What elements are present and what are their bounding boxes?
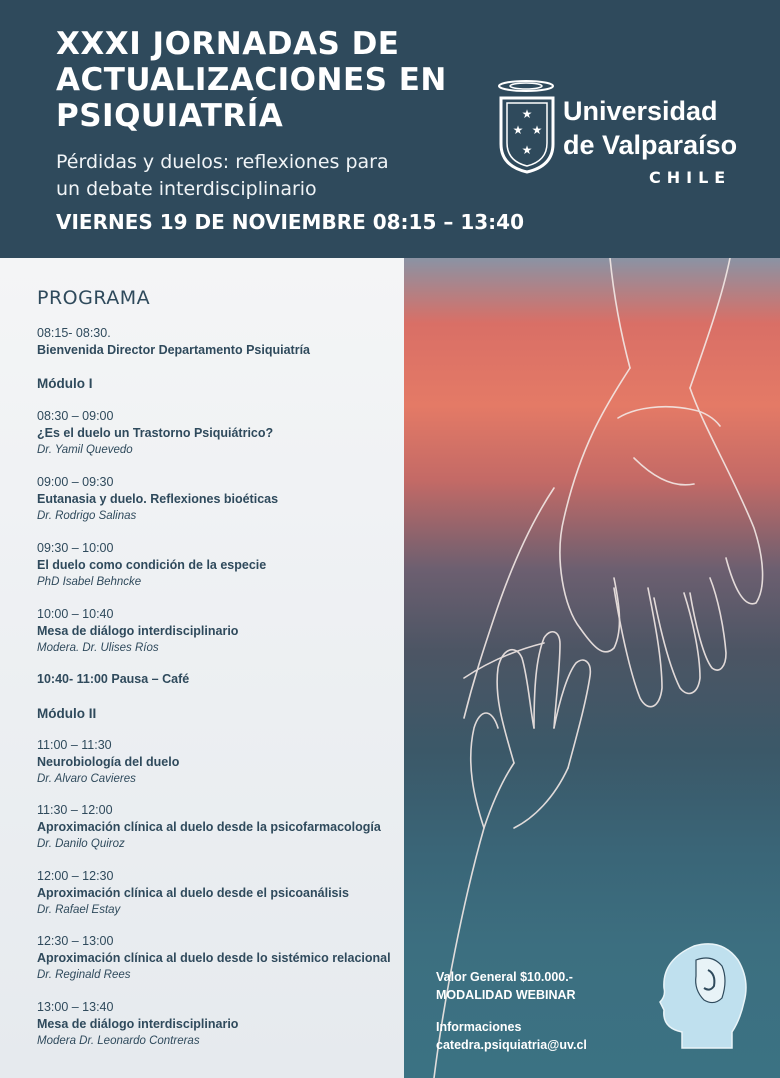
item-speaker: Modera. Dr. Ulises Ríos <box>37 642 159 654</box>
title-line: ACTUALIZACIONES EN <box>56 62 447 98</box>
title-line: PSIQUIATRÍA <box>56 98 284 134</box>
university-shield-icon <box>497 78 559 178</box>
item-speaker: Modera Dr. Leonardo Contreras <box>37 1035 200 1047</box>
program-item <box>37 408 273 459</box>
item-time: 08:30 – 09:00 <box>37 409 114 423</box>
program-item <box>37 540 266 591</box>
item-title: Bienvenida Director Departamento Psiquiatría <box>37 343 310 357</box>
item-speaker: PhD Isabel Behncke <box>37 576 142 588</box>
svg-text:★: ★ <box>521 143 533 157</box>
event-date: VIERNES 19 DE NOVIEMBRE 08:15 – 13:40 <box>56 210 524 234</box>
head-profile-icon <box>652 940 752 1050</box>
item-time: 12:00 – 12:30 <box>37 869 114 883</box>
subtitle-line: Pérdidas y duelos: reflexiones para <box>56 151 389 173</box>
item-time: 09:00 – 09:30 <box>37 475 114 489</box>
module-2-label: Módulo II <box>37 706 97 721</box>
program-item <box>37 474 278 525</box>
event-title <box>56 26 447 134</box>
item-time: 11:30 – 12:00 <box>37 803 113 817</box>
program-item <box>37 868 349 919</box>
svg-text:★: ★ <box>512 123 524 137</box>
price-text: Valor General $10.000.- <box>436 970 573 984</box>
item-time: 12:30 – 13:00 <box>37 934 114 948</box>
item-speaker: Dr. Rodrigo Salinas <box>37 510 137 522</box>
svg-text:★: ★ <box>531 123 543 137</box>
module-1-label: Módulo I <box>37 376 93 391</box>
item-speaker: Dr. Yamil Quevedo <box>37 444 133 456</box>
university-logo <box>497 78 757 188</box>
item-time: 09:30 – 10:00 <box>37 541 114 555</box>
subtitle-line: un debate interdisciplinario <box>56 178 317 200</box>
svg-text:★: ★ <box>521 107 533 121</box>
item-title: Aproximación clínica al duelo desde la psicofarmacología <box>37 820 381 834</box>
item-title: ¿Es el duelo un Trastorno Psiquiátrico? <box>37 426 274 440</box>
program-item <box>37 999 238 1050</box>
item-speaker: Dr. Rafael Estay <box>37 904 121 916</box>
program-item <box>37 802 381 853</box>
university-country: CHILE <box>649 168 732 187</box>
item-title: Eutanasia y duelo. Reflexiones bioéticas <box>37 492 279 506</box>
university-name <box>563 94 737 162</box>
university-name-line2: de Valparaíso <box>563 130 738 160</box>
item-speaker: Dr. Alvaro Cavieres <box>37 773 136 785</box>
info-label: Informaciones <box>436 1020 522 1034</box>
item-speaker: Dr. Reginald Rees <box>37 969 131 981</box>
event-subtitle <box>56 149 389 203</box>
header-banner <box>0 0 780 258</box>
program-heading: PROGRAMA <box>37 287 151 309</box>
item-title: Mesa de diálogo interdisciplinario <box>37 624 239 638</box>
program-item <box>37 737 179 788</box>
price-block <box>436 968 576 1004</box>
university-name-line1: Universidad <box>563 96 718 126</box>
item-title: Aproximación clínica al duelo desde el psicoanálisis <box>37 886 349 900</box>
modality-text: MODALIDAD WEBINAR <box>436 988 576 1002</box>
item-time: 13:00 – 13:40 <box>37 1000 114 1014</box>
item-time: 10:00 – 10:40 <box>37 607 114 621</box>
item-speaker: Dr. Danilo Quiroz <box>37 838 125 850</box>
item-title: Mesa de diálogo interdisciplinario <box>37 1017 239 1031</box>
item-time: 11:00 – 11:30 <box>37 738 112 752</box>
program-item <box>37 933 391 984</box>
title-line: XXXI JORNADAS DE <box>56 26 400 62</box>
item-title: El duelo como condición de la especie <box>37 558 267 572</box>
coffee-break: 10:40- 11:00 Pausa – Café <box>37 672 190 686</box>
contact-block <box>436 1018 587 1054</box>
item-title: Aproximación clínica al duelo desde lo sistémico relacional <box>37 951 391 965</box>
contact-email[interactable]: catedra.psiquiatria@uv.cl <box>436 1038 587 1052</box>
item-title: Neurobiología del duelo <box>37 755 180 769</box>
program-opening <box>37 325 310 359</box>
program-item <box>37 606 238 657</box>
item-time: 08:15- 08:30. <box>37 326 111 340</box>
